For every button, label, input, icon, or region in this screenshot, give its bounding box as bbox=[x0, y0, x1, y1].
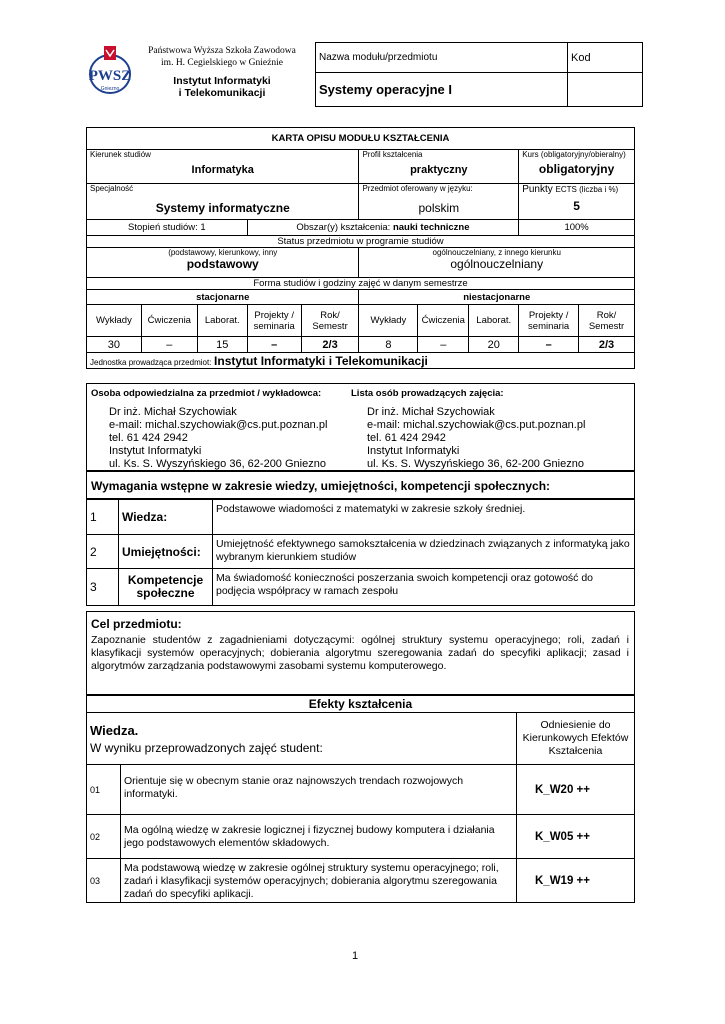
requirement-num: 1 bbox=[87, 500, 119, 535]
hours-value: – bbox=[519, 337, 579, 353]
hours-value: 15 bbox=[197, 337, 247, 353]
goal-title: Cel przedmiotu: bbox=[91, 617, 182, 631]
col-header: Ćwiczenia bbox=[141, 305, 197, 337]
hours-value-row bbox=[87, 337, 635, 353]
institute-line1: Instytut Informatyki bbox=[173, 75, 271, 87]
university-line1: Państwowa Wyższa Szkoła Zawodowa bbox=[148, 46, 296, 56]
people-block bbox=[86, 383, 635, 471]
requirement-row bbox=[87, 500, 635, 535]
requirement-name: Kompetencje społeczne bbox=[119, 569, 213, 606]
effect-row bbox=[87, 765, 635, 815]
effect-text: Ma podstawową wiedzę w zakresie ogólnej struktury systemu operacyjnego; roli, zadań i klasyfikacji systemów operacyjnych; dobierania algorytmu szeregowania zadań do specyfiki aplikacji. bbox=[121, 859, 517, 903]
effect-ref: K_W19 ++ bbox=[517, 859, 635, 903]
effect-num: 03 bbox=[87, 859, 121, 903]
profile-value: praktyczny bbox=[410, 164, 468, 176]
specialty-cell bbox=[87, 184, 359, 220]
unit-value: Instytut Informatyki i Telekomunikacji bbox=[214, 353, 428, 368]
university-name bbox=[142, 45, 302, 69]
status-left-cell bbox=[87, 248, 359, 278]
status-right-label: ogólnouczelniany, z innego kierunku bbox=[432, 248, 561, 257]
requirement-text: Podstawowe wiadomości z matematyki w zakresie szkoły średniej. bbox=[213, 500, 635, 535]
goal-block bbox=[86, 611, 635, 695]
profile-label: Profil kształcenia bbox=[362, 150, 423, 159]
effect-ref: K_W05 ++ bbox=[517, 815, 635, 859]
person-line: e-mail: michal.szychowiak@cs.put.poznan.pl bbox=[367, 419, 586, 431]
level-cell: Stopień studiów: 1 bbox=[87, 220, 248, 236]
col-header: Rok/ Semestr bbox=[301, 305, 359, 337]
requirements-table bbox=[86, 499, 635, 606]
profile-cell bbox=[359, 150, 519, 184]
person-line: tel. 61 424 2942 bbox=[367, 432, 446, 444]
effect-row bbox=[87, 859, 635, 903]
person-line: tel. 61 424 2942 bbox=[109, 432, 188, 444]
code-value bbox=[568, 73, 643, 107]
requirements-title-block bbox=[86, 471, 635, 499]
hours-value: 2/3 bbox=[579, 337, 635, 353]
ects-value: 5 bbox=[573, 199, 580, 213]
col-header: Wykłady bbox=[87, 305, 142, 337]
ects-label-small: ECTS (liczba i %) bbox=[555, 185, 619, 194]
col-header: Rok/ Semestr bbox=[579, 305, 635, 337]
ref-header: Odniesienie do Kierunkowych Efektów Kształcenia bbox=[517, 713, 635, 765]
col-header: Ćwiczenia bbox=[418, 305, 469, 337]
knowledge-header bbox=[87, 713, 517, 765]
hours-value: – bbox=[418, 337, 469, 353]
code-label: Kod bbox=[568, 43, 643, 73]
goal-text: Zapoznanie studentów z zagadnieniami dotyczącymi: ogólnej struktury systemu operacyjnego; roli, zadań i klasyfikacji systemów operacyjnych; dobierania algorytmu szeregowania zadań do specyfiki aplikacji; zasad i algorytmów zarządzania podstawowymi zasobami systemu komputerowego. bbox=[91, 634, 629, 672]
specialty-label: Specjalność bbox=[90, 184, 134, 193]
institute-line2: i Telekomunikacji bbox=[178, 87, 266, 99]
teachers-label: Lista osób prowadzących zajęcia: bbox=[351, 388, 504, 399]
effect-row bbox=[87, 815, 635, 859]
hours-value: 30 bbox=[87, 337, 142, 353]
page-number: 1 bbox=[352, 950, 359, 962]
university-logo bbox=[88, 44, 132, 96]
hours-value: 20 bbox=[469, 337, 519, 353]
requirements-title: Wymagania wstępne w zakresie wiedzy, umiejętności, kompetencji społecznych: bbox=[91, 479, 551, 493]
effect-num: 02 bbox=[87, 815, 121, 859]
person-line: Instytut Informatyki bbox=[367, 445, 460, 457]
responsible-label: Osoba odpowiedzialna za przedmiot / wykładowca: bbox=[91, 388, 322, 399]
module-card-table bbox=[86, 127, 635, 369]
responsible-person bbox=[109, 406, 327, 471]
knowledge-sub: W wyniku przeprowadzonych zajęć student: bbox=[90, 740, 323, 755]
hours-value: – bbox=[247, 337, 301, 353]
module-name: Systemy operacyjne I bbox=[316, 73, 568, 107]
ects-cell bbox=[519, 184, 635, 220]
logo-emblem-icon bbox=[88, 44, 132, 96]
institute-name bbox=[142, 75, 302, 99]
forms-header: Forma studiów i godziny zajęć w danym semestrze bbox=[87, 278, 635, 290]
effect-num: 01 bbox=[87, 765, 121, 815]
col-header: Laborat. bbox=[469, 305, 519, 337]
percent-cell: 100% bbox=[519, 220, 635, 236]
field-value: Informatyka bbox=[191, 164, 254, 176]
hours-value: – bbox=[141, 337, 197, 353]
course-type-cell bbox=[519, 150, 635, 184]
unit-cell bbox=[87, 353, 635, 369]
language-label: Przedmiot oferowany w języku: bbox=[362, 184, 473, 193]
effect-ref: K_W20 ++ bbox=[517, 765, 635, 815]
logo-sub: Gniezno bbox=[100, 86, 120, 92]
knowledge-title: Wiedza. bbox=[90, 722, 139, 738]
nonstationary-header: niestacjonarne bbox=[359, 290, 635, 305]
requirement-text: Umiejętność efektywnego samokształcenia w dziedzinach związanych z informatyką jako wybranym kierunkiem studiów bbox=[213, 535, 635, 569]
col-header: Laborat. bbox=[197, 305, 247, 337]
person-line: e-mail: michal.szychowiak@cs.put.poznan.pl bbox=[109, 419, 328, 431]
area-label: Obszar(y) kształcenia: bbox=[296, 222, 391, 233]
person-line: Dr inż. Michał Szychowiak bbox=[367, 406, 495, 418]
stationary-header: stacjonarne bbox=[87, 290, 359, 305]
effects-table bbox=[86, 695, 635, 903]
col-header: Projekty / seminaria bbox=[519, 305, 579, 337]
person-line: Dr inż. Michał Szychowiak bbox=[109, 406, 237, 418]
col-header: Projekty / seminaria bbox=[247, 305, 301, 337]
requirement-num: 3 bbox=[87, 569, 119, 606]
module-header-table bbox=[315, 42, 643, 107]
person-line: ul. Ks. S. Wyszyńskiego 36, 62-200 Gniezno bbox=[367, 458, 584, 470]
person-line: Instytut Informatyki bbox=[109, 445, 202, 457]
course-type-label: Kurs (obligatoryjny/obieralny) bbox=[522, 150, 626, 159]
effect-text: Ma ogólną wiedzę w zakresie logicznej i fizycznej budowy komputera i działania jego podstawowych elementów składowych. bbox=[121, 815, 517, 859]
module-name-label: Nazwa modułu/przedmiotu bbox=[316, 43, 568, 73]
field-cell bbox=[87, 150, 359, 184]
hours-value: 2/3 bbox=[301, 337, 359, 353]
status-right-value: ogólnouczelniany bbox=[450, 257, 544, 271]
language-cell bbox=[359, 184, 519, 220]
requirement-row bbox=[87, 535, 635, 569]
field-label: Kierunek studiów bbox=[90, 150, 151, 159]
requirement-name: Wiedza: bbox=[119, 500, 213, 535]
status-left-value: podstawowy bbox=[186, 257, 259, 271]
status-header: Status przedmiotu w programie studiów bbox=[87, 236, 635, 248]
area-cell bbox=[247, 220, 518, 236]
hours-header-row bbox=[87, 305, 635, 337]
requirement-row bbox=[87, 569, 635, 606]
person-line: ul. Ks. S. Wyszyńskiego 36, 62-200 Gniezno bbox=[109, 458, 326, 470]
ects-label: Punkty bbox=[522, 184, 553, 195]
col-header: Wykłady bbox=[359, 305, 418, 337]
logo-text: PWSZ bbox=[88, 68, 132, 84]
specialty-value: Systemy informatyczne bbox=[155, 201, 290, 215]
language-value: polskim bbox=[418, 201, 460, 215]
requirement-num: 2 bbox=[87, 535, 119, 569]
status-right-cell bbox=[359, 248, 635, 278]
course-type-value: obligatoryjny bbox=[538, 162, 615, 176]
card-title: KARTA OPISU MODUŁU KSZTAŁCENIA bbox=[87, 128, 635, 150]
area-value: nauki techniczne bbox=[392, 222, 470, 233]
effect-text: Orientuje się w obecnym stanie oraz najnowszych trendach rozwojowych informatyki. bbox=[121, 765, 517, 815]
unit-label: Jednostka prowadząca przedmiot: bbox=[90, 357, 212, 367]
university-line2: im. H. Cegielskiego w Gnieźnie bbox=[161, 58, 283, 68]
status-left-label: (podstawowy, kierunkowy, inny bbox=[168, 248, 278, 257]
effects-title: Efekty kształcenia bbox=[87, 696, 635, 713]
teacher-person bbox=[367, 406, 585, 471]
requirement-text: Ma świadomość konieczności poszerzania swoich kompetencji oraz gotowość do podjęcia współpracy w ramach zespołu bbox=[213, 569, 635, 606]
requirement-name: Umiejętności: bbox=[119, 535, 213, 569]
hours-value: 8 bbox=[359, 337, 418, 353]
